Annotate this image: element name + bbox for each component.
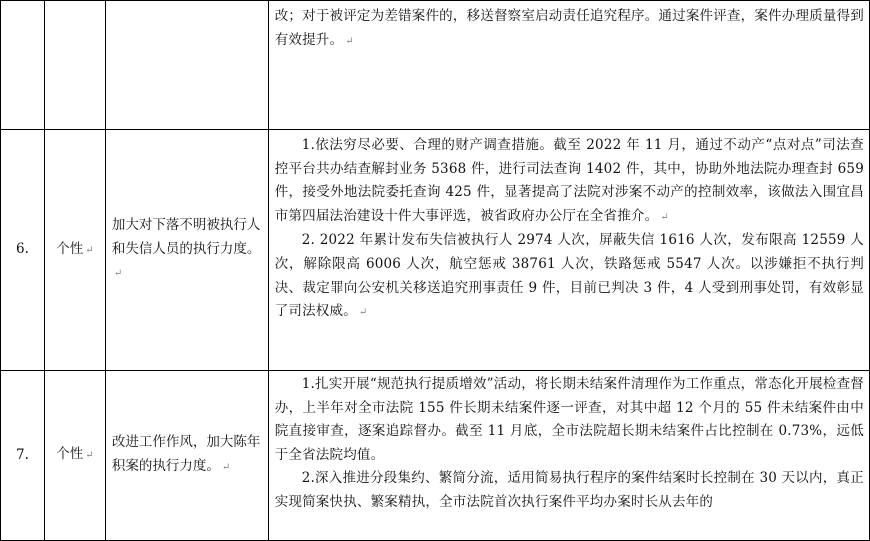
- paragraph-mark-icon: ↵: [221, 462, 231, 473]
- type-cell: [44, 130, 105, 371]
- type-label: 个性: [56, 240, 84, 257]
- table-row: [1, 1, 870, 130]
- paragraph-mark-icon: ↵: [85, 450, 94, 462]
- content-cell: [268, 371, 869, 541]
- measure-cell: [105, 130, 268, 371]
- row-number-cell: [1, 130, 45, 371]
- row-number: 6.: [16, 241, 29, 258]
- content-paragraph: 2. 2022 年累计发布失信被执行人 2974 人次，屏蔽失信 1616 人次，发布限高 12559 人次，解除限高 6006 人次，航空惩戒 38761 人次，铁路惩戒 5547 人次。以涉嫌拒不执行判决、裁定罪向公安机关移送追究刑事责任 9 件，目前已判决 3 件，4 人受到刑事处罚，有效彰显了司法权威。 ↵: [274, 232, 864, 320]
- paragraph-mark-icon: ↵: [113, 268, 123, 280]
- paragraph-mark-icon: ↵: [358, 307, 368, 319]
- content-paragraph: 改；对于被评定为差错案件的，移送督察室启动责任追究程序。通过案件评查，案件办理质量得到有效提升。 ↵: [274, 8, 864, 48]
- measure-cell: [105, 371, 268, 541]
- measure-text: 改进工作作风，加大陈年积案的执行力度。: [111, 434, 261, 474]
- type-label: 个性: [56, 446, 84, 463]
- table-row: [1, 130, 870, 371]
- measure-cell: [105, 1, 268, 130]
- type-cell: [44, 1, 105, 130]
- content-cell: [268, 1, 869, 130]
- row-number: 7.: [16, 446, 29, 463]
- content-paragraph: 1.依法穷尽必要、合理的财产调查措施。截至 2022 年 11 月，通过不动产“点对点”司法查控平台共办结查解封业务 5368 件，进行司法查询 1402 件，其中，协助外地法院办理查封 659 件，接受外地法院委托查询 425 件，显著提高了法院对涉案不动产的控制效率，该做法入围宜昌市第四届法治建设十件大事评选，被省政府办公厅在全省推介。 ↵: [274, 137, 864, 224]
- measure-text: 加大对下落不明被执行人和失信人员的执行力度。: [111, 217, 261, 257]
- table-row: [1, 371, 870, 541]
- content-paragraph: 1.扎实开展“规范执行提质增效”活动，将长期未结案件清理作为工作重点，常态化开展检查督办，上半年对全市法院 155 件长期未结案件逐一评查，对其中超 12 个月的 55 件未结案件由中院直接审查，逐案追踪督办。截至 11 月底，全市法院超长期未结案件占比控制在 0.73%，远低于全省法院均值。: [274, 376, 864, 463]
- content-paragraph: 2.深入推进分段集约、繁简分流，适用简易执行程序的案件结案时长控制在 30 天以内，真正实现简案快执、繁案精执，全市法院首次执行案件平均办案时长从去年的: [274, 470, 864, 510]
- paragraph-mark-icon: ↵: [85, 244, 94, 256]
- paragraph-mark-icon: ↵: [345, 35, 354, 47]
- row-number-cell: [1, 1, 45, 130]
- type-cell: [44, 371, 105, 541]
- paragraph-mark-icon: ↵: [660, 211, 669, 223]
- row-number-cell: [1, 371, 45, 541]
- content-cell: [268, 130, 869, 371]
